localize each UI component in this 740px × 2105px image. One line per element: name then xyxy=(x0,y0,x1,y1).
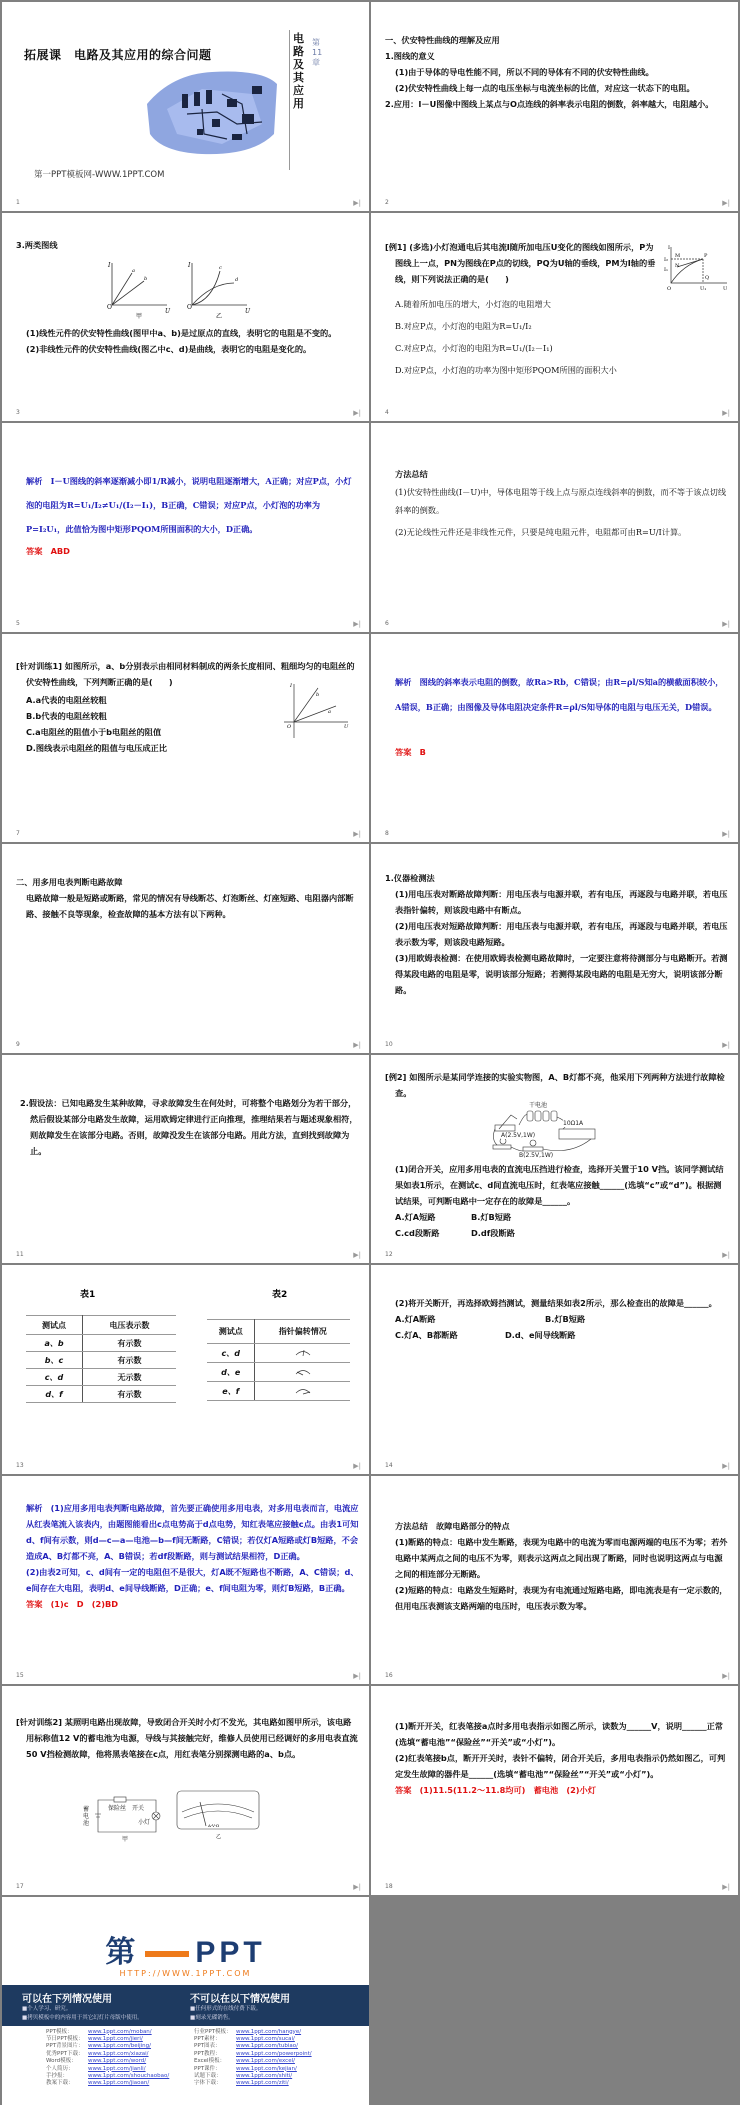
table1-caption: 表1 xyxy=(80,1287,95,1300)
link[interactable]: www.1ppt.com/jieri/ xyxy=(88,2036,143,2042)
table-cell: a、b xyxy=(26,1335,83,1352)
link-label: PPT背景图片： xyxy=(46,2043,88,2050)
link-row xyxy=(46,2058,169,2065)
fig-label: 乙 xyxy=(216,1833,221,1840)
curve-d-label: d xyxy=(235,277,238,283)
iv-curve-figure xyxy=(663,245,731,293)
can-use-item: ■个人学习、研究。 xyxy=(22,2005,143,2014)
section-heading: 一、伏安特性曲线的理解及应用 xyxy=(385,32,728,48)
text-line: (2)红表笔接b点，断开开关时，表针不偏转，闭合开关后，多用电表指示仍然如图乙，可判定发生故障的器件是______(选填“蓄电池”“保险丝”“开关”或“小灯”)。 xyxy=(395,1750,728,1782)
link-label: Excel模板： xyxy=(194,2058,236,2065)
slide-number: 8 xyxy=(385,830,389,837)
link[interactable]: www.1ppt.com/xiazai/ xyxy=(88,2051,149,2057)
iv-lines-figure xyxy=(282,682,352,740)
caption-right: 乙 xyxy=(216,313,222,320)
link-label: 个人简历： xyxy=(46,2066,88,2073)
link[interactable]: www.1ppt.com/moban/ xyxy=(88,2029,152,2035)
table2-caption: 表2 xyxy=(272,1287,287,1300)
cannot-use-item: ■刻录光碟销售。 xyxy=(190,2014,290,2023)
caption-left: 甲 xyxy=(136,312,142,320)
play-end-icon[interactable]: ▶| xyxy=(722,409,730,417)
play-end-icon[interactable]: ▶| xyxy=(722,1251,730,1259)
text-line: (1)线性元件的伏安特性曲线(图甲中a、b)是过原点的直线，表明它的电阻是不变的。 xyxy=(26,325,359,341)
question-text: [例1] (多选)小灯泡通电后其电流I随所加电压U变化的图线如图所示，P为图线上一点，PN为图线在P点的切线，PQ为U轴的垂线，PM为I轴的垂线，则下列说法正确的是( ) xyxy=(385,239,660,287)
brand-logo xyxy=(2,1927,369,1978)
fig-label: I xyxy=(289,683,293,689)
circuit-photo-figure xyxy=(489,1101,601,1159)
link-label: Word模板： xyxy=(46,2058,88,2065)
option-b: B.对应P点，小灯泡的电阻为R=U₁/I₂ xyxy=(395,315,728,337)
fig-label: N xyxy=(675,263,680,269)
slide-number: 16 xyxy=(385,1672,393,1679)
text-line: (1)用电压表对断路故障判断：用电压表与电源并联，若有电压，再逐段与电路并联，若电压表指针偏转，则该段电路中有断点。 xyxy=(385,886,728,918)
option-c: C.灯A、B都断路 xyxy=(395,1327,505,1343)
slide-10[interactable] xyxy=(371,844,738,1053)
needle-mid-icon xyxy=(255,1344,350,1363)
link-row xyxy=(46,2051,169,2058)
table-row xyxy=(207,1363,350,1382)
slide-number: 18 xyxy=(385,1883,393,1890)
slide-7[interactable] xyxy=(2,634,369,843)
table-2 xyxy=(207,1319,350,1401)
fig-label: I₁ xyxy=(664,267,668,273)
fig-label: a xyxy=(328,709,331,715)
switch-label: 开关 xyxy=(132,1805,144,1812)
analysis-text: 解析 图线的斜率表示电阻的倒数，故Ra>Rb，C错误；由R=ρl/S知a的横截面积较小，A错误，B正确；由图像及导体电阻决定条件R=ρl/S知导体的电阻与电压无关，D错误。 xyxy=(385,670,728,720)
link[interactable]: www.1ppt.com/shiti/ xyxy=(236,2073,292,2079)
slide-grid xyxy=(2,2,738,2105)
circuit-photo-drawing xyxy=(489,1101,601,1159)
link[interactable]: www.1ppt.com/beijing/ xyxy=(88,2043,151,2049)
table-cell: e、f xyxy=(207,1382,255,1401)
axis-i-label: I xyxy=(107,262,111,269)
option-c: C.cd段断路 xyxy=(395,1225,471,1241)
table-row xyxy=(26,1335,176,1352)
play-end-icon[interactable]: ▶| xyxy=(353,1041,361,1049)
text-line: (1)闭合开关，应用多用电表的直流电压挡进行检查，选择开关置于10 V挡。该同学测试结果如表1所示，在测试c、d间直流电压时，红表笔应接触______(选填“c”或“d”)。根据测试结果，可判断电路中一定存在的故障是______。 xyxy=(395,1161,728,1209)
link-row xyxy=(194,2066,312,2073)
table-cell: c、d xyxy=(26,1369,83,1386)
link-row xyxy=(46,2080,169,2087)
slide-number: 12 xyxy=(385,1251,393,1258)
subheading: 3.两类图线 xyxy=(16,237,359,253)
play-end-icon[interactable]: ▶| xyxy=(722,1672,730,1680)
slide-number: 7 xyxy=(16,830,20,837)
answer-text: 答案 (1)11.5(11.2～11.8均可) 蓄电池 (2)小灯 xyxy=(395,1782,728,1798)
logo-dash xyxy=(145,1951,189,1957)
fig-label: O xyxy=(287,724,291,730)
link-label: 优秀PPT下载： xyxy=(46,2051,88,2058)
link-label: 行业PPT模板： xyxy=(194,2029,236,2036)
links-left xyxy=(46,2029,169,2088)
link-label: 试题下载： xyxy=(194,2073,236,2080)
slide-9[interactable] xyxy=(2,844,369,1053)
line-a-label: a xyxy=(132,268,135,274)
cannot-use-item: ■任何形式的在线付费下载。 xyxy=(190,2005,290,2014)
chapter-label: 第11章 xyxy=(312,38,324,68)
slide-number: 9 xyxy=(16,1041,20,1048)
link-label: PPT图表： xyxy=(194,2043,236,2050)
answer-text: 答案 ABD xyxy=(16,543,359,559)
link[interactable]: www.1ppt.com/jiaoan/ xyxy=(88,2080,149,2086)
play-end-icon[interactable]: ▶| xyxy=(722,620,730,628)
option-d: D.df段断路 xyxy=(471,1225,515,1241)
usage-band xyxy=(2,1985,369,2026)
slide-number: 2 xyxy=(385,199,389,206)
link-label: 手抄报： xyxy=(46,2073,88,2080)
option-a: A.a代表的电阻丝较粗 xyxy=(26,692,359,708)
slide-number: 15 xyxy=(16,1672,24,1679)
slide-16[interactable] xyxy=(371,1476,738,1685)
table-cell: c、d xyxy=(207,1344,255,1363)
cover-footer: 第一PPT模板网-WWW.1PPT.COM xyxy=(34,168,164,180)
slide-6[interactable] xyxy=(371,423,738,632)
link-row xyxy=(194,2051,312,2058)
logo-text: 第 PPT xyxy=(2,1927,369,1971)
fig-label: U₁ xyxy=(700,286,706,292)
answer-text: 答案 B xyxy=(385,744,728,760)
can-use-title: 可以在下列情况使用 xyxy=(22,1990,143,2005)
axis-u-label: U xyxy=(165,308,171,315)
cannot-use-title: 不可以在以下情况使用 xyxy=(190,1990,290,2005)
fig-label: O xyxy=(667,286,671,292)
text-line: 电路故障一般是短路或断路，常见的情况有导线断芯、灯泡断丝、灯座短路、电阻器内部断路、接触不良等现象，检查故障的基本方法有以下两种。 xyxy=(16,890,359,922)
fig-label: P xyxy=(704,253,708,259)
text-line: (1)由于导体的导电性能不同，所以不同的导体有不同的伏安特性曲线。 xyxy=(385,64,728,80)
text-line: (1)断路的特点：电路中发生断路，表现为电路中的电流为零而电源两端的电压不为零；若外电路中某两点之间的电压不为零，则表示这两点之间出现了断路，同时也说明这两点与电源之间的相连部分无断路。 xyxy=(395,1534,728,1582)
fig-label: U xyxy=(344,724,349,730)
table-cell: 有示数 xyxy=(83,1335,176,1352)
table-cell: d、e xyxy=(207,1363,255,1382)
fig-label: b xyxy=(316,692,319,698)
lamp-a-label: A(2.5V,1W) xyxy=(501,1132,535,1139)
cover-title: 拓展课 电路及其应用的综合问题 xyxy=(24,46,212,63)
slide-number: 5 xyxy=(16,620,20,627)
axis-i-label: I xyxy=(187,262,191,269)
method-heading: 方法总结 xyxy=(395,465,728,483)
play-end-icon[interactable]: ▶| xyxy=(722,1462,730,1470)
caption-left: 甲 xyxy=(122,1836,128,1843)
table-cell: d、f xyxy=(26,1386,83,1403)
slide-13[interactable] xyxy=(2,1265,369,1474)
text-line: (1)伏安特性曲线(I－U)中，导体电阻等于线上点与原点连线斜率的倒数，而不等于该点切线斜率的倒数。 xyxy=(395,483,728,519)
link[interactable]: www.1ppt.com/excel/ xyxy=(236,2058,295,2064)
slide-number: 10 xyxy=(385,1041,393,1048)
option-b: B.灯B短路 xyxy=(545,1311,585,1327)
slide-11[interactable] xyxy=(2,1055,369,1264)
origin-label: O xyxy=(107,304,112,311)
link-row xyxy=(194,2029,312,2036)
rheostat-label: 10Ω1A xyxy=(563,1120,583,1127)
logo-url: HTTP://WWW.1PPT.COM xyxy=(2,1969,369,1978)
link[interactable]: www.1ppt.com/word/ xyxy=(88,2058,146,2064)
link-label: 字体下载： xyxy=(194,2080,236,2087)
link-label: PPT课件： xyxy=(194,2066,236,2073)
table-row xyxy=(26,1369,176,1386)
play-end-icon[interactable]: ▶| xyxy=(353,199,361,207)
link[interactable]: www.1ppt.com/hangye/ xyxy=(236,2029,301,2035)
slide-number: 14 xyxy=(385,1462,393,1469)
play-end-icon[interactable]: ▶| xyxy=(353,1251,361,1259)
slide-3[interactable] xyxy=(2,213,369,422)
play-end-icon[interactable]: ▶| xyxy=(353,620,361,628)
slide-8[interactable] xyxy=(371,634,738,843)
play-end-icon[interactable]: ▶| xyxy=(353,1883,361,1891)
text-line: (2)无论线性元件还是非线性元件，只要是纯电阻元件，电阻都可由R=U/I计算。 xyxy=(395,523,728,541)
text-line: 2.假设法：已知电路发生某种故障，寻求故障发生在何处时，可将整个电路划分为若干部分，然后假设某部分电路发生故障，运用欧姆定律进行正向推理，推理结果若与题述现象相符，则故障发生在该部分电路。否则，故障没发生在该部分电路。用此方法，直到找到故障为止。 xyxy=(20,1095,359,1159)
link-label: PPT教程： xyxy=(194,2051,236,2058)
play-end-icon[interactable]: ▶| xyxy=(722,830,730,838)
fig-label: I₂ xyxy=(664,257,668,263)
links-right xyxy=(194,2029,312,2088)
slide-number: 3 xyxy=(16,409,20,416)
text-line: (1)断开开关，红表笔接a点时多用电表指示如图乙所示，读数为______V，说明______正常(选填“蓄电池”“保险丝”“开关”或“小灯”)。 xyxy=(395,1718,728,1750)
link-row xyxy=(46,2066,169,2073)
question-text: [针对训练1] 如图所示，a、b分别表示由相同材料制成的两条长度相同、粗细均匀的电阻丝的伏安特性曲线，下列判断正确的是( ) xyxy=(16,658,359,690)
table-row xyxy=(26,1386,176,1403)
fig-label: Q xyxy=(705,275,709,281)
play-end-icon[interactable]: ▶| xyxy=(353,1462,361,1470)
option-b: B.灯B短路 xyxy=(471,1209,511,1225)
iv-graphs-figure xyxy=(102,261,262,321)
link[interactable]: www.1ppt.com/powerpoint/ xyxy=(236,2051,312,2057)
link[interactable]: www.1ppt.com/tubiao/ xyxy=(236,2043,298,2049)
play-end-icon[interactable]: ▶| xyxy=(353,409,361,417)
answer-text: 答案 (1)c D (2)BD xyxy=(26,1596,359,1612)
table-cell: 无示数 xyxy=(83,1369,176,1386)
slide-15[interactable] xyxy=(2,1476,369,1685)
fig-label: M xyxy=(675,253,680,259)
question-text: [针对训练2] 某照明电路出现故障，导致闭合开关时小灯不发光，其电路如图甲所示，该电路用标称值12 V的蓄电池为电源，导线与其接触完好，维修人员使用已经调好的多用电表直流50 V挡检测故障，他将黑表笔接在c点，用红表笔分别探测电路的a、b点。 xyxy=(16,1714,359,1762)
text-line: 2.应用：I－U图像中图线上某点与O点连线的斜率表示电阻的倒数，斜率越大，电阻越小。 xyxy=(385,96,728,112)
table-header: 测试点 xyxy=(26,1316,83,1335)
table-1 xyxy=(26,1315,176,1403)
section-heading: 二、用多用电表判断电路故障 xyxy=(16,874,359,890)
can-use-item: ■拷贝模板中的内容用于其它幻灯片母版中使用。 xyxy=(22,2014,143,2023)
option-a: A.灯A断路 xyxy=(395,1311,545,1327)
needle-right-icon xyxy=(255,1382,350,1401)
slide-ad[interactable] xyxy=(2,1897,369,2105)
slide-number: 13 xyxy=(16,1462,24,1469)
empty-cell xyxy=(371,1897,738,2105)
slide-number: 11 xyxy=(16,1251,24,1258)
option-c: C.a电阻丝的阻值小于b电阻丝的阻值 xyxy=(26,724,359,740)
text-line: (2)伏安特性曲线上每一点的电压坐标与电流坐标的比值，对应这一状态下的电阻。 xyxy=(385,80,728,96)
fuse-label: 保险丝 xyxy=(108,1805,126,1812)
link-label: PPT模板： xyxy=(46,2029,88,2036)
table-row xyxy=(26,1352,176,1369)
multimeter-dial-figure xyxy=(176,1790,260,1840)
curve-c-label: c xyxy=(219,265,222,271)
play-end-icon[interactable]: ▶| xyxy=(353,1672,361,1680)
fig-label: U xyxy=(723,286,727,292)
table-header: 电压表示数 xyxy=(83,1316,176,1335)
divider-line xyxy=(289,30,290,170)
link-label: 节日PPT模板： xyxy=(46,2036,88,2043)
table-row xyxy=(207,1382,350,1401)
slide-number: 4 xyxy=(385,409,389,416)
table-header: 测试点 xyxy=(207,1320,255,1344)
cover-vertical-title: 电路及其应用 xyxy=(293,32,307,110)
slide-17[interactable] xyxy=(2,1686,369,1895)
slide-18[interactable] xyxy=(371,1686,738,1895)
analysis-text: 解析 (1)应用多用电表判断电路故障，首先要正确使用多用电表，对多用电表而言，电流应从红表笔流入该表内，由题图能看出c点电势高于d点电势，知红表笔应接触c点。由表1可知d、f间有示数，则d—c—a—电池—b—f间无断路，C错误；若仅灯A短路或灯B短路，不会造成A、B灯都不亮，A、B错误；若df段断路，则与测试结果相符，D正确。 xyxy=(26,1500,359,1564)
option-a: A.随着所加电压的增大，小灯泡的电阻增大 xyxy=(395,293,728,315)
link-label: 教案下载： xyxy=(46,2080,88,2087)
battery-label: 干电池 xyxy=(529,1102,547,1109)
subheading: 1.仪器检测法 xyxy=(385,870,728,886)
link[interactable]: www.1ppt.com/jianli/ xyxy=(88,2066,146,2072)
link[interactable]: www.1ppt.com/shouchaobao/ xyxy=(88,2073,169,2079)
slide-12[interactable] xyxy=(371,1055,738,1264)
slide-1[interactable] xyxy=(2,2,369,211)
slide-number: 17 xyxy=(16,1883,24,1890)
analysis-text: 解析 I－U图线的斜率逐渐减小即1/R减小，说明电阻逐渐增大，A正确；对应P点，小灯泡的电阻为R=U₁/I₂≠U₁/(I₂－I₁)，B正确，C错误；对应P点，小灯泡的功率为P=I₂U₁，此值恰为图中矩形PQOM所围面积的大小，D正确。 xyxy=(16,469,359,541)
slide-number: 6 xyxy=(385,620,389,627)
play-end-icon[interactable]: ▶| xyxy=(353,830,361,838)
slide-2[interactable] xyxy=(371,2,738,211)
lamp-b-label: B(2.5V,1W) xyxy=(519,1152,553,1159)
play-end-icon[interactable]: ▶| xyxy=(722,1883,730,1891)
option-b: B.b代表的电阻丝较粗 xyxy=(26,708,359,724)
option-d: D.图线表示电阻丝的阻值与电压成正比 xyxy=(26,740,359,756)
method-heading: 方法总结 故障电路部分的特点 xyxy=(395,1518,728,1534)
text-line: (2)用电压表对短路故障判断：用电压表与电源并联，若有电压，再逐段与电路并联，若电压表示数为零，则该段电路短路。 xyxy=(385,918,728,950)
line-b-label: b xyxy=(144,276,147,282)
table-row xyxy=(207,1344,350,1363)
link[interactable]: www.1ppt.com/sucai/ xyxy=(236,2036,295,2042)
text-line: (2)将开关断开，再选择欧姆挡测试，测量结果如表2所示，那么检查出的故障是______。 xyxy=(395,1295,728,1311)
table-cell: 有示数 xyxy=(83,1352,176,1369)
text-line: (2)非线性元件的伏安特性曲线(图乙中c、d)是曲线，表明它的电阻是变化的。 xyxy=(26,341,359,357)
text-line: (2)短路的特点：电路发生短路时，表现为有电流通过短路电路，即电流表是有一定示数的，但用电压表测该支路两端的电压时，电压表示数为零。 xyxy=(395,1582,728,1614)
text-line: (3)用欧姆表检测：在使用欧姆表检测电路故障时，一定要注意将待测部分与电路断开。若测得某段电路的电阻是零，说明该部分短路；若测得某段电路的电阻是无穷大，说明该部分断路。 xyxy=(385,950,728,998)
link-label: PPT素材： xyxy=(194,2036,236,2043)
link[interactable]: www.1ppt.com/kejian/ xyxy=(236,2066,297,2072)
fig-label: I xyxy=(668,245,670,251)
table-cell: b、c xyxy=(26,1352,83,1369)
needle-left-icon xyxy=(255,1363,350,1382)
option-a: A.灯A短路 xyxy=(395,1209,471,1225)
lamp-label: 小灯 xyxy=(138,1819,150,1826)
subheading: 1.图线的意义 xyxy=(385,48,728,64)
slide-14[interactable] xyxy=(371,1265,738,1474)
axis-u-label: U xyxy=(245,308,251,315)
option-c: C.对应P点，小灯泡的电阻为R=U₁/(I₂－I₁) xyxy=(395,337,728,359)
link-row xyxy=(46,2029,169,2036)
slide-number: 1 xyxy=(16,199,20,206)
origin-label: O xyxy=(187,304,192,311)
link-row xyxy=(194,2043,312,2050)
analysis-text: (2)由表2可知，c、d间有一定的电阻但不是很大，灯A既不短路也不断路，A、C错误；d、e间存在大电阻，表明d、e间导线断路，D正确；e、f间电阻为零，则灯B短路，B正确。 xyxy=(26,1564,359,1596)
link[interactable]: www.1ppt.com/ziti/ xyxy=(236,2080,289,2086)
circuit-board-art xyxy=(142,64,282,159)
link-row xyxy=(194,2058,312,2065)
table-cell: 有示数 xyxy=(83,1386,176,1403)
slide-5[interactable] xyxy=(2,423,369,632)
table-header: 指针偏转情况 xyxy=(255,1320,350,1344)
question-text: [例2] 如图所示是某同学连接的实验实物图，A、B灯都不亮，他采用下列两种方法进行故障检查。 xyxy=(385,1069,728,1101)
link-row xyxy=(194,2080,312,2087)
play-end-icon[interactable]: ▶| xyxy=(722,1041,730,1049)
option-d: D.d、e间导线断路 xyxy=(505,1327,575,1343)
slide-4[interactable] xyxy=(371,213,738,422)
circuit-diagram-figure xyxy=(82,1794,168,1846)
link-row xyxy=(46,2043,169,2050)
battery-label: 蓄电池 xyxy=(83,1806,90,1827)
play-end-icon[interactable]: ▶| xyxy=(722,199,730,207)
fig-label: A-V-Ω xyxy=(207,1823,220,1828)
option-d: D.对应P点，小灯泡的功率为图中矩形PQOM所围的面积大小 xyxy=(395,359,728,381)
